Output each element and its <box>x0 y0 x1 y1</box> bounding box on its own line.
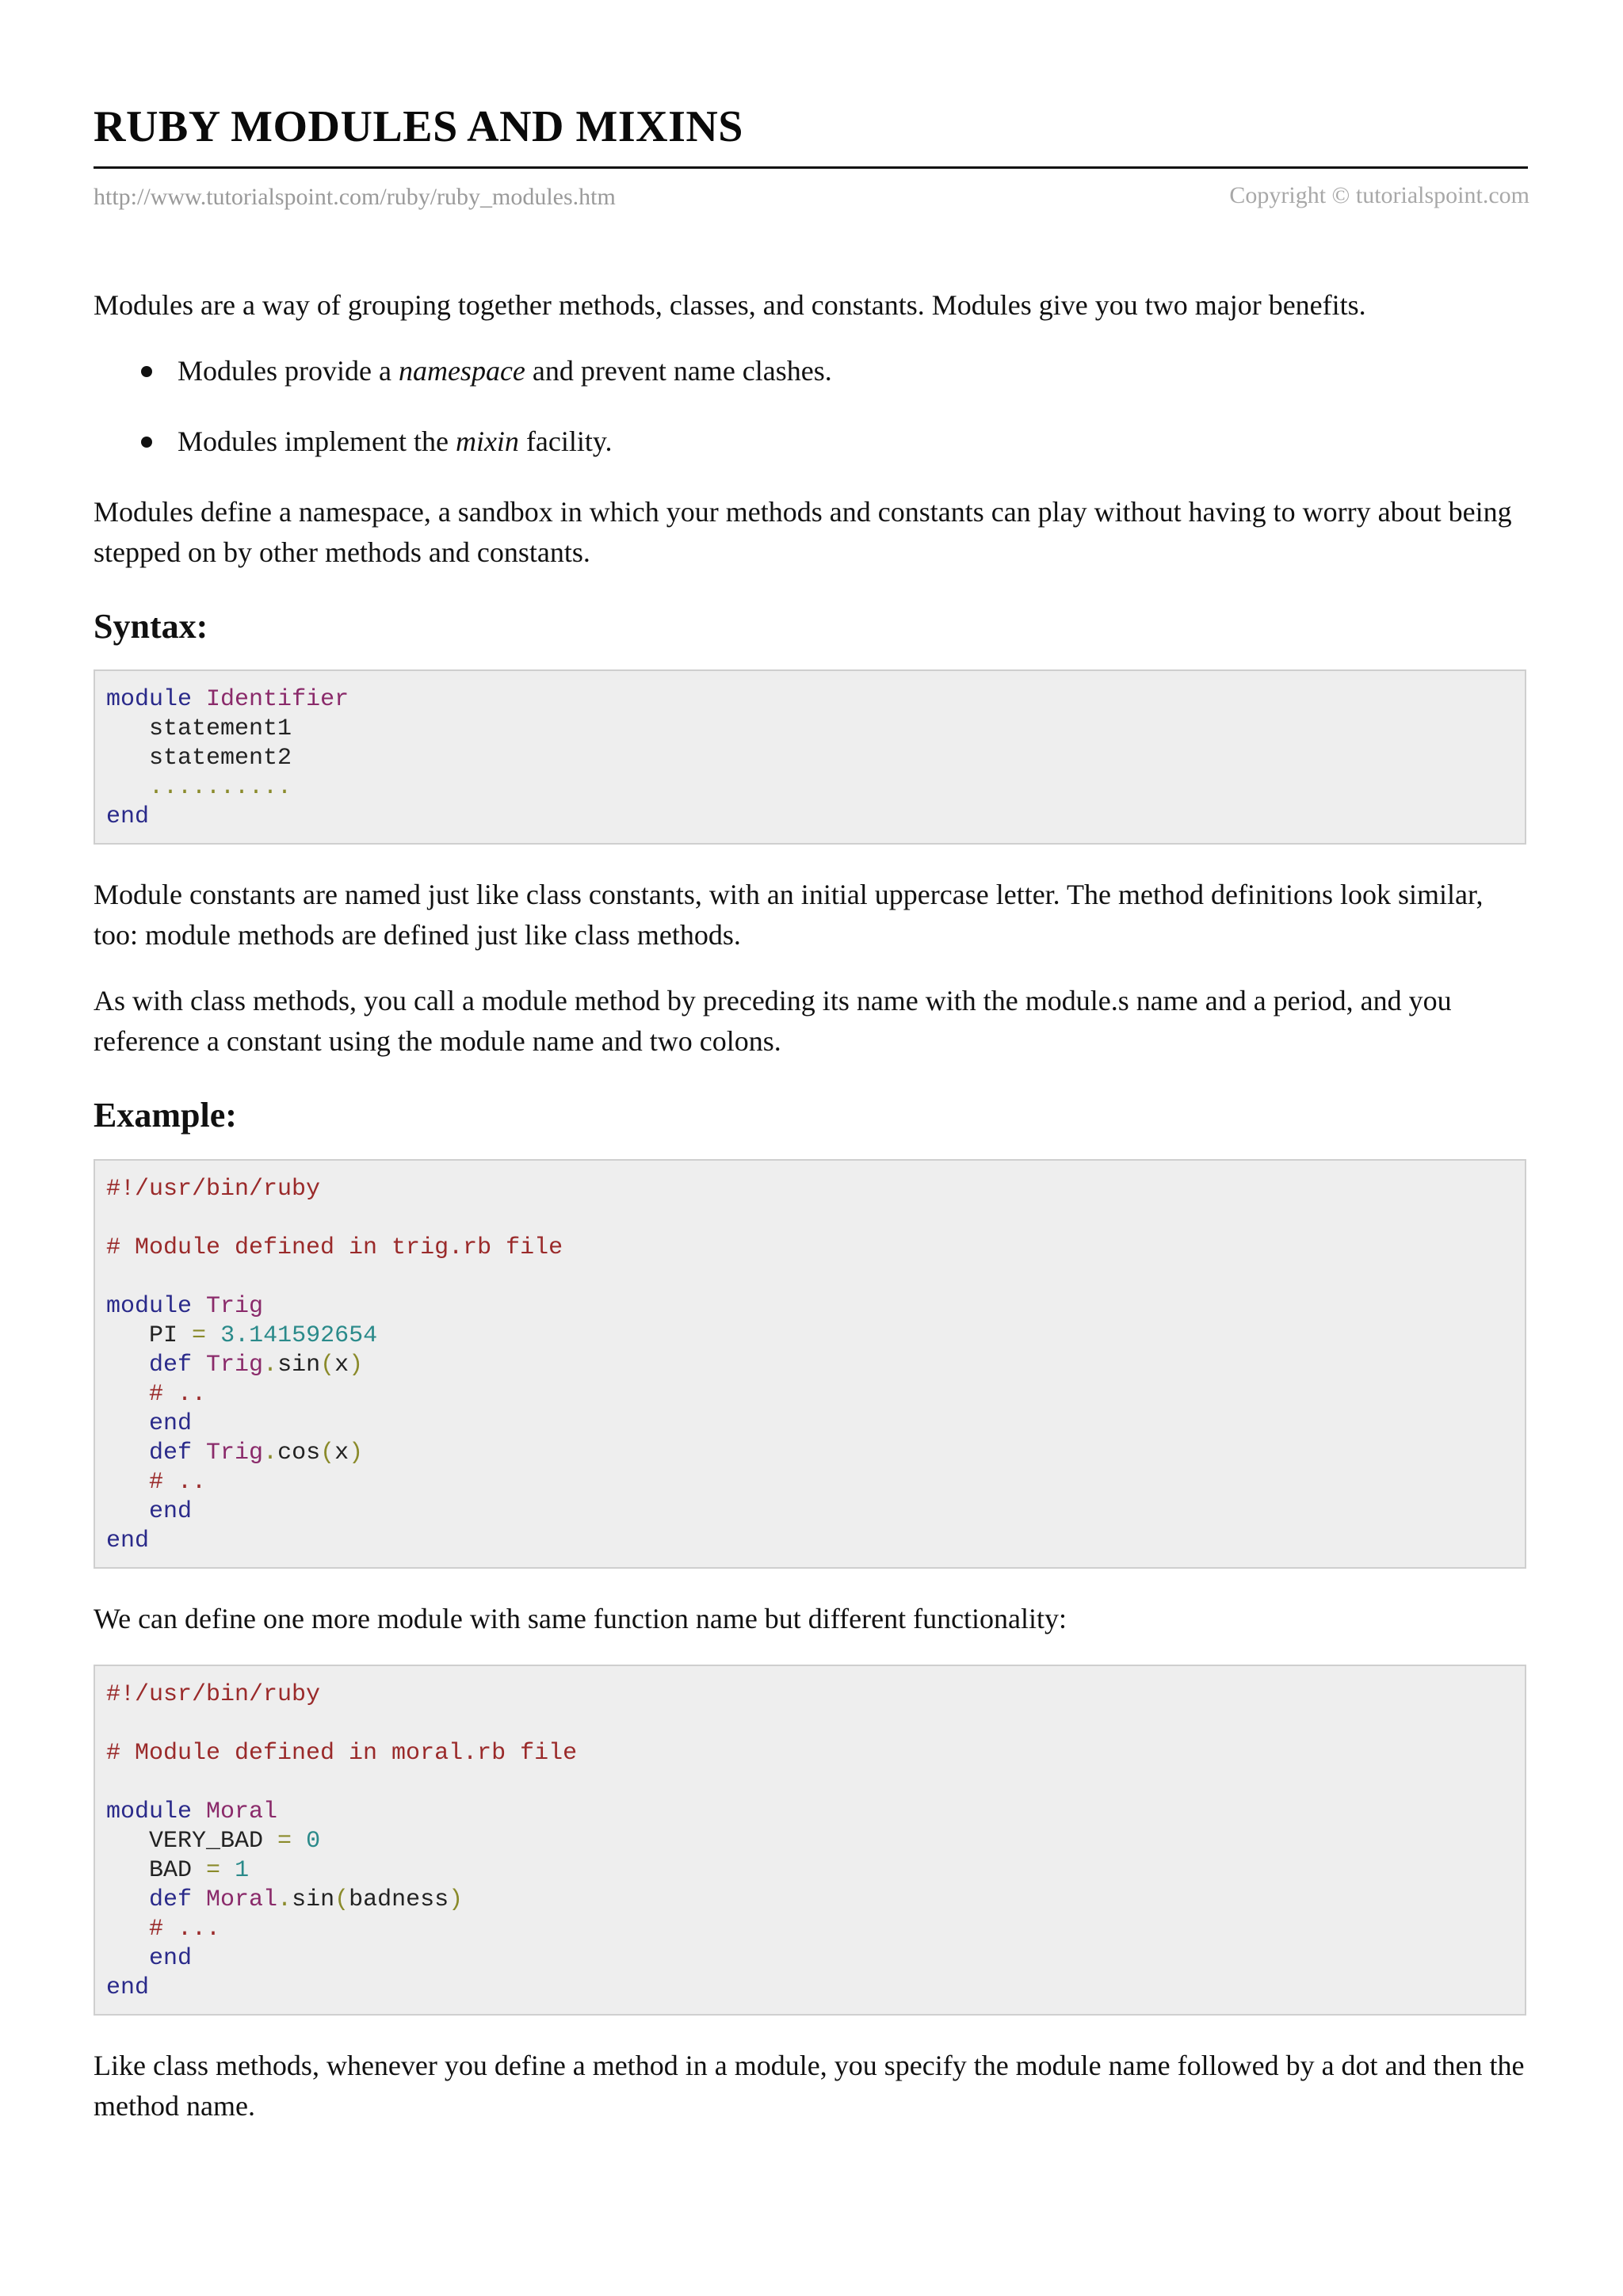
namespace-term: namespace <box>398 355 525 387</box>
article-body <box>94 285 1526 2152</box>
page-title: RUBY MODULES AND MIXINS <box>94 102 743 151</box>
title-divider <box>94 166 1528 169</box>
list-item: Modules implement the mixin facility. <box>94 421 1526 462</box>
copyright-notice: Copyright © tutorialspoint.com <box>1229 182 1529 208</box>
moral-code-block: #!/usr/bin/ruby # Module defined in moral.rb file module Moral VERY_BAD = 0 BAD = 1 def Moral.sin(badness) # ... end end <box>94 1665 1526 2016</box>
trig-code-block: #!/usr/bin/ruby # Module defined in trig.rb file module Trig PI = 3.141592654 def Trig.sin(x) # .. end def Trig.cos(x) # .. end end <box>94 1159 1526 1569</box>
closing-paragraph: Like class methods, whenever you define a method in a module, you specify the module name followed by a dot and then the method name. <box>94 2049 1525 2122</box>
second-module-paragraph: We can define one more module with same function name but different functionality: <box>94 1602 1067 1634</box>
bullet-icon <box>141 437 152 448</box>
syntax-code-block: module Identifier statement1 statement2 .......... end <box>94 669 1526 845</box>
source-url: http://www.tutorialspoint.com/ruby/ruby_modules.htm <box>94 184 616 210</box>
namespace-paragraph: Modules define a namespace, a sandbox in which your methods and constants can play without having to worry about being stepped on by other methods and constants. <box>94 496 1512 568</box>
constants-paragraph: Module constants are named just like class constants, with an initial uppercase letter. The method definitions look similar, too: module methods are defined just like class methods. <box>94 879 1484 952</box>
list-item: Modules provide a namespace and prevent name clashes. <box>94 351 1526 391</box>
intro-paragraph: Modules are a way of grouping together methods, classes, and constants. Modules give you two major benefits. <box>94 289 1366 321</box>
call-paragraph: As with class methods, you call a module method by preceding its name with the module.s name and a period, and you reference a constant using the module name and two colons. <box>94 985 1452 1058</box>
bullet-icon <box>141 366 152 377</box>
example-heading: Example: <box>94 1096 237 1135</box>
benefits-list <box>94 351 1526 462</box>
syntax-heading: Syntax: <box>94 607 208 646</box>
mixin-term: mixin <box>455 425 519 457</box>
